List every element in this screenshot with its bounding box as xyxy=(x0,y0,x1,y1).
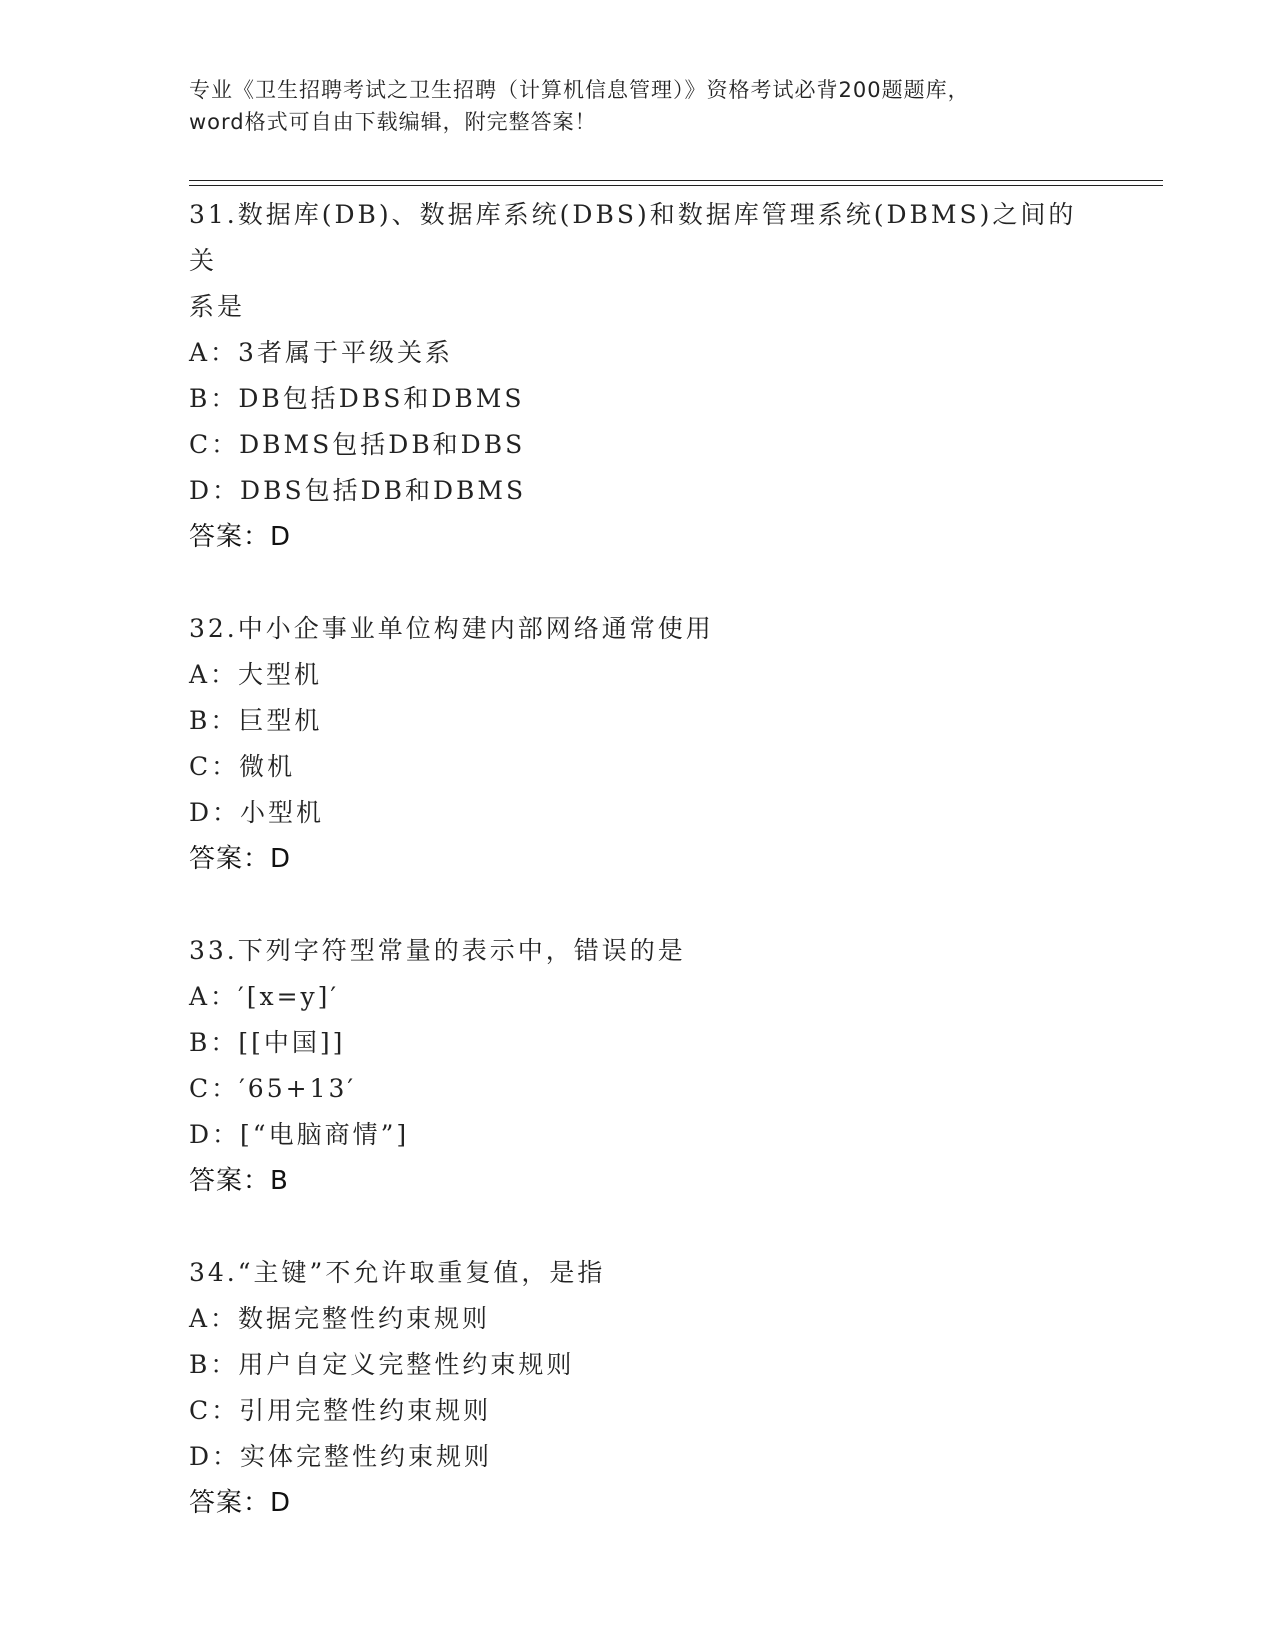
question-spacer xyxy=(189,882,1089,928)
answer-line: 答案：D xyxy=(189,844,292,874)
header-divider-bottom xyxy=(189,185,1163,186)
question-31 xyxy=(189,192,1089,560)
header-line-1: 专业《卫生招聘考试之卫生招聘（计算机信息管理）》资格考试必背200题题库， xyxy=(189,78,970,102)
header-line-2: word格式可自由下载编辑，附完整答案！ xyxy=(189,110,597,134)
question-33 xyxy=(189,928,1089,1204)
question-list xyxy=(189,192,1089,1526)
question-text-line-1: 34.“主键”不允许取重复值，是指 xyxy=(189,1258,606,1287)
option-b: B：[[中国]] xyxy=(189,1028,346,1057)
option-b: B：巨型机 xyxy=(189,706,323,735)
option-d: D：小型机 xyxy=(189,798,325,827)
document-header xyxy=(189,74,1089,138)
answer-line: 答案：D xyxy=(189,1488,292,1518)
header-divider-top xyxy=(189,180,1163,181)
question-34 xyxy=(189,1250,1089,1526)
answer-line: 答案：B xyxy=(189,1166,289,1196)
option-d: D：实体完整性约束规则 xyxy=(189,1442,493,1471)
option-c: C：DBMS包括DB和DBS xyxy=(189,430,526,459)
option-d: D：[“电脑商情”] xyxy=(189,1120,410,1149)
answer-line: 答案：D xyxy=(189,522,292,552)
question-text-line-1: 31.数据库(DB)、数据库系统(DBS)和数据库管理系统(DBMS)之间的关 xyxy=(189,200,1077,275)
option-c: C：引用完整性约束规则 xyxy=(189,1396,492,1425)
option-c: C：′65+13′ xyxy=(189,1074,357,1103)
option-d: D：DBS包括DB和DBMS xyxy=(189,476,527,505)
question-title xyxy=(189,928,1089,974)
question-text-line-1: 32.中小企事业单位构建内部网络通常使用 xyxy=(189,614,714,643)
option-b: B：DB包括DBS和DBMS xyxy=(189,384,525,413)
option-a: A：3者属于平级关系 xyxy=(189,338,453,367)
question-title xyxy=(189,606,1089,652)
question-spacer xyxy=(189,1204,1089,1250)
question-spacer xyxy=(189,560,1089,606)
question-text-line-1: 33.下列字符型常量的表示中，错误的是 xyxy=(189,936,686,965)
question-text-line-2: 系是 xyxy=(189,292,246,321)
option-a: A：大型机 xyxy=(189,660,323,689)
question-title xyxy=(189,1250,1089,1296)
option-a: A：′[x=y]′ xyxy=(189,982,340,1011)
question-title xyxy=(189,192,1089,330)
option-b: B：用户自定义完整性约束规则 xyxy=(189,1350,575,1379)
option-a: A：数据完整性约束规则 xyxy=(189,1304,491,1333)
question-32 xyxy=(189,606,1089,882)
option-c: C：微机 xyxy=(189,752,296,781)
